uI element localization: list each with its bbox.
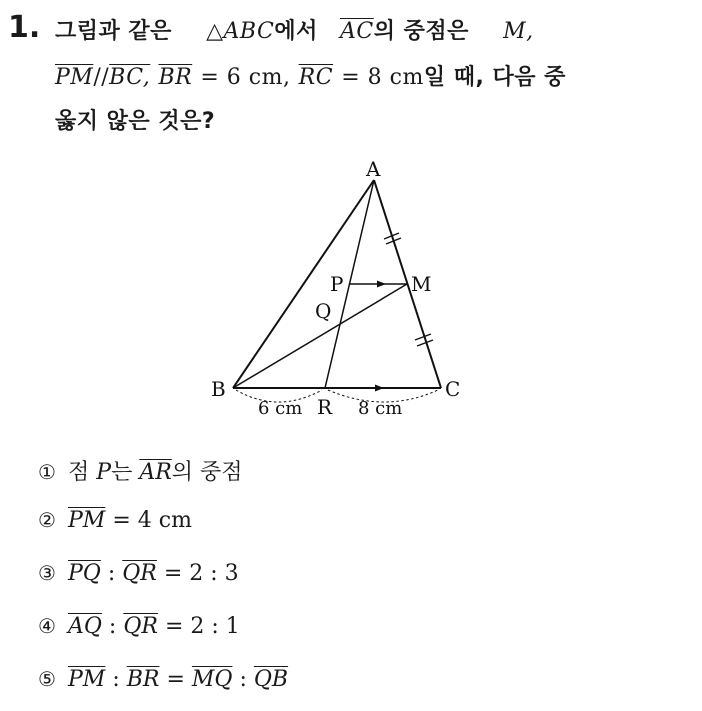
option-number: ① — [38, 460, 56, 484]
br-value: = 6 cm, — [200, 65, 291, 90]
label-c: C — [445, 377, 461, 401]
option-math: = — [159, 667, 192, 692]
option-number: ③ — [38, 561, 56, 585]
segment-ar: $\overline{AR}$ — [139, 460, 172, 485]
option-math: : — [100, 561, 123, 586]
question-text-3: 의 중점은 — [373, 19, 469, 44]
option-2[interactable] — [38, 508, 192, 533]
point-label: P — [96, 460, 112, 485]
option-math: : — [101, 614, 124, 639]
arrow-pm — [377, 281, 386, 288]
segment-pm: $\overline{PM}$ — [55, 65, 94, 90]
question-line-3 — [55, 104, 215, 135]
option-math: : — [105, 667, 127, 692]
label-a: A — [366, 157, 381, 181]
point-m-text: M, — [503, 19, 534, 44]
option-text: 점 — [68, 460, 97, 485]
label-r: R — [317, 395, 333, 419]
segment-aq: $\overline{AQ}$ — [68, 614, 102, 639]
label-rc: 8 cm — [358, 398, 403, 419]
question-line-2 — [55, 60, 566, 91]
option-number: ④ — [38, 614, 56, 638]
option-math: = 4 cm — [105, 508, 192, 533]
question-text-5: 옳지 않은 것은? — [55, 109, 216, 134]
label-p: P — [330, 272, 344, 296]
question-line-1 — [55, 14, 534, 45]
segment-bc: BC, — [109, 65, 151, 90]
parallel-sign: // — [93, 65, 110, 90]
option-text: 는 — [111, 460, 140, 485]
question-text-1: 그림과 같은 — [55, 19, 172, 44]
arrow-bc — [375, 385, 384, 392]
option-math: : — [232, 667, 254, 692]
segment-qb: $\overline{QB}$ — [253, 667, 289, 692]
segment-br: $\overline{BR}$ — [158, 65, 193, 90]
option-math: = 2 : 3 — [156, 561, 239, 586]
rc-value: = 8 cm — [341, 65, 424, 90]
question-number: 1. — [8, 10, 41, 45]
segment-qr: $\overline{QR}$ — [122, 561, 157, 586]
triangle-abc: △ABC — [206, 19, 275, 44]
option-number: ⑤ — [38, 667, 56, 691]
label-b: B — [211, 377, 226, 401]
segment-br: $\overline{BR}$ — [126, 667, 160, 692]
segment-pm: $\overline{PM}$ — [68, 508, 106, 533]
segment-qr: $\overline{QR}$ — [123, 614, 158, 639]
segment-pq: $\overline{PQ}$ — [68, 561, 101, 586]
question-text-2: 에서 — [274, 19, 318, 44]
segment-ac: $\overline{AC}$ — [340, 19, 374, 44]
triangle-figure — [200, 152, 500, 424]
option-math: = 2 : 1 — [157, 614, 240, 639]
option-4[interactable] — [38, 614, 240, 639]
option-3[interactable] — [38, 561, 239, 586]
option-1[interactable] — [38, 455, 243, 486]
segment-rc: $\overline{RC}$ — [298, 65, 334, 90]
segment-pm: $\overline{PM}$ — [68, 667, 106, 692]
label-m: M — [411, 272, 432, 296]
label-br: 6 cm — [258, 398, 303, 419]
option-text: 의 중점 — [171, 460, 243, 485]
label-q: Q — [315, 299, 332, 323]
question-text-4: 일 때, 다음 중 — [423, 65, 566, 90]
option-number: ② — [38, 508, 56, 532]
segment-mq: $\overline{MQ}$ — [191, 667, 233, 692]
option-5[interactable] — [38, 667, 288, 692]
